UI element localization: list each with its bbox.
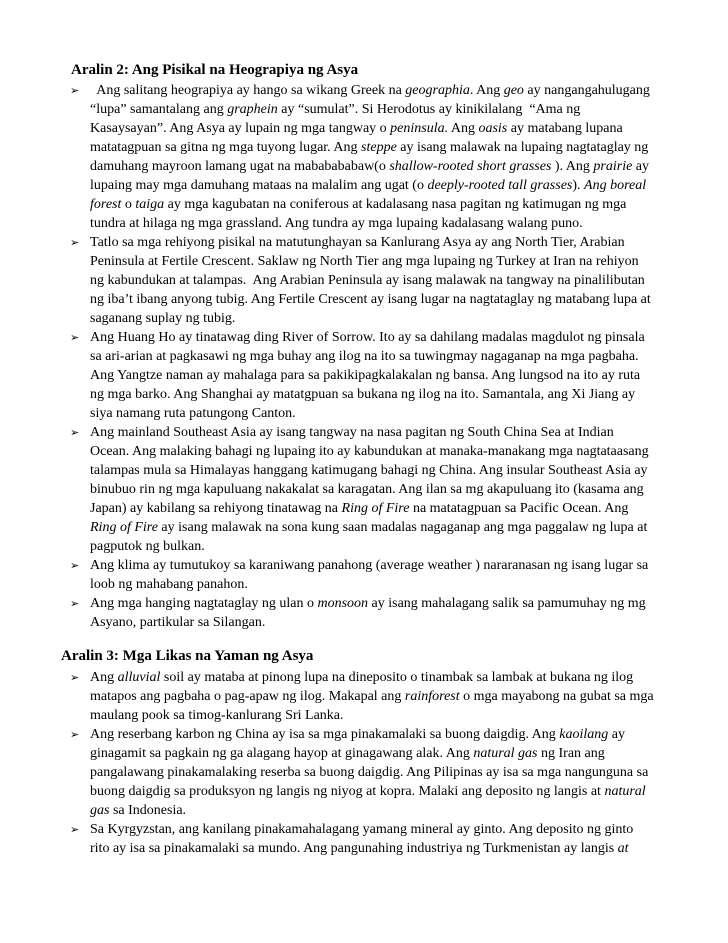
text-run: pangalawang pinakamalaking reserba sa buong daigdig. Ang Pilipinas ay isa sa mga nangunguna sa — [90, 765, 649, 780]
text-run: Ang klima ay tumutukoy sa karaniwang panahong (average weather ) nararanasan ng isang lugar sa — [90, 558, 649, 573]
text-line — [90, 81, 655, 100]
text-line — [90, 366, 655, 385]
arrow-bullet-icon: ➢ — [70, 728, 80, 741]
text-line — [90, 763, 655, 782]
text-run: ay mga kagubatan na coniferous at kadalasang nasa pagitan ng katimugan ng mga — [164, 197, 627, 212]
text-run: Sa Kyrgyzstan, ang kanilang pinakamahalagang yamang mineral ay ginto. Ang deposito ng ginto — [90, 822, 634, 837]
italic-term: peninsula. — [390, 121, 449, 136]
italic-term: natural — [604, 784, 646, 799]
italic-term: monsoon — [317, 596, 369, 611]
text-run: ay — [632, 159, 650, 174]
text-run: buong daigdig sa produksyon ng langis ng niyog at kopra. Malaki ang deposito ng langis at — [90, 784, 605, 799]
text-line — [90, 820, 655, 839]
text-run: Ang — [448, 121, 479, 136]
text-run: saganang suplay ng tubig. — [90, 311, 236, 326]
text-run: matatagpuan sa gitna ng mga tuyong lugar. Ang — [90, 140, 362, 155]
text-run: sa ari-arian at pagkasawi ng mga buhay ang ilog na ito sa tuwingmay nagaganap na mga pagbaha. — [90, 349, 639, 364]
text-line — [90, 138, 655, 157]
text-run: Asyano, partikular sa Silangan. — [90, 615, 266, 630]
text-run: ay isang mahalagang salik sa pamumuhay ng mg — [368, 596, 646, 611]
text-run: “lupa” samantalang ang — [90, 102, 228, 117]
text-line — [90, 347, 655, 366]
italic-term: taiga — [135, 197, 165, 212]
italic-term: graphein — [227, 102, 278, 117]
text-run: na matatagpuan sa Pacific Ocean. Ang — [409, 501, 629, 516]
text-run: Ang mainland Southeast Asia ay isang tangway na nasa pagitan ng South China Sea at Indian — [90, 425, 614, 440]
text-run: Ocean. Ang malaking bahagi ng lupaing ito ay kabundukan at manaka-manakang mga nagtataasang — [90, 444, 649, 459]
text-run: talampas mula sa Himalayas hanggang katimugang bahagi ng China. Ang insular Southeast Asia ay — [90, 463, 648, 478]
text-line — [90, 687, 655, 706]
bullet-list — [0, 81, 728, 632]
text-run: ng kabundukan at talampas. Ang Arabian Peninsula ay isang malawak na tangway na pinalilibutan — [90, 273, 645, 288]
text-line — [90, 801, 655, 820]
text-line — [90, 706, 655, 725]
text-run: ng Iran ang — [537, 746, 605, 761]
text-run: Tatlo sa mga rehiyong pisikal na matutunghayan sa Kanlurang Asya ay ang North Tier, Arabian — [90, 235, 625, 250]
text-run: Ang — [90, 670, 118, 685]
text-line — [90, 537, 655, 556]
italic-term: rainforest — [404, 689, 460, 704]
text-run: Ang Yangtze naman ay mahalaga para sa pakikipagkalakalan ng bansa. Ang lungsod na ito ay ruta — [90, 368, 641, 383]
italic-term: shallow-rooted short grasses — [389, 159, 552, 174]
italic-term: deeply-rooted tall grasses — [427, 178, 573, 193]
italic-term: Ang boreal — [584, 178, 647, 193]
list-item — [0, 820, 655, 858]
text-run: pagputok ng bulkan. — [90, 539, 205, 554]
text-line — [90, 839, 655, 858]
text-run: matapos ang pagbaha o pag-apaw ng ilog. Makapal ang — [90, 689, 405, 704]
italic-term: kaoilang — [559, 727, 609, 742]
list-item — [0, 81, 655, 233]
text-run: ay isang malawak na sona kung saan madalas nagaganap ang mga paggalaw ng lupa at — [157, 520, 648, 535]
text-run: Ang reserbang karbon ng China ay isa sa mga pinakamalaki sa buong daigdig. Ang — [90, 727, 560, 742]
italic-term: natural gas — [473, 746, 538, 761]
text-run: Kasaysayan”. Ang Asya ay lupain ng mga tangway o — [90, 121, 391, 136]
text-run: ). — [572, 178, 585, 193]
text-run: rito ay isa sa pinakamalaki sa mundo. Ang pangunahing industriya ng Turkmenistan ay langis — [90, 841, 618, 856]
text-run: ay “sumulat”. Si Herodotus ay kinikilalang “Ama ng — [277, 102, 581, 117]
text-run: ay matabang lupana — [507, 121, 623, 136]
list-item — [0, 594, 655, 632]
text-line — [90, 195, 655, 214]
text-line — [90, 404, 655, 423]
text-run: binubuo rin ng mga kapuluang nakakalat sa karagatan. Ang ilan sa mg akapuluang ito (kasama ang — [90, 482, 644, 497]
italic-term: geographia — [405, 83, 470, 98]
italic-term: alluvial — [117, 670, 161, 685]
text-line — [90, 575, 655, 594]
text-run: o mga mayabong na gubat sa mga — [459, 689, 654, 704]
text-line — [90, 423, 655, 442]
text-line — [90, 556, 655, 575]
text-line — [90, 328, 655, 347]
text-line — [90, 594, 655, 613]
list-item — [0, 328, 655, 423]
italic-term: steppe — [361, 140, 397, 155]
text-run: ay — [608, 727, 625, 742]
text-line — [90, 290, 655, 309]
text-run: lupaing may mga damuhang mataas na malalim ang ugat (o — [90, 178, 428, 193]
text-line — [90, 782, 655, 801]
text-run: ng mga barko. Ang Shanghai ay matatgpuan sa bukana ng ilog na ito. Samantala, ang Xi Jiang ay — [90, 387, 636, 402]
section-aralin-2 — [0, 61, 728, 632]
text-run: ). Ang — [551, 159, 594, 174]
text-line — [90, 214, 655, 233]
text-line — [90, 499, 655, 518]
arrow-bullet-icon: ➢ — [70, 426, 80, 439]
text-line — [90, 119, 655, 138]
text-line — [90, 744, 655, 763]
italic-term: geo — [503, 83, 524, 98]
section-heading: Aralin 2: Ang Pisikal na Heograpiya ng Asya — [71, 62, 359, 78]
text-run: Ang salitang heograpiya ay hango sa wikang Greek na — [90, 83, 406, 98]
text-run: Ang Huang Ho ay tinatawag ding River of Sorrow. Ito ay sa dahilang madalas magdulot ng pinsala — [90, 330, 645, 345]
text-run: . Ang — [469, 83, 504, 98]
italic-term: Ring of Fire — [341, 501, 410, 516]
italic-term: at — [617, 841, 629, 856]
text-run: Ang mga hanging nagtataglay ng ulan o — [90, 596, 318, 611]
italic-term: gas — [90, 803, 110, 818]
list-item — [0, 556, 655, 594]
text-run: Peninsula at Fertile Crescent. Saklaw ng North Tier ang mga lupaing ng Turkey at Iran na rehiyon — [90, 254, 639, 269]
text-line — [90, 613, 655, 632]
arrow-bullet-icon: ➢ — [70, 84, 80, 97]
text-line — [90, 100, 655, 119]
section-aralin-3 — [0, 647, 728, 858]
text-line — [90, 461, 655, 480]
text-line — [90, 157, 655, 176]
text-run: ay nangangahulugang — [523, 83, 650, 98]
list-item — [0, 233, 655, 328]
list-item — [0, 668, 655, 725]
text-line — [90, 725, 655, 744]
bullet-list — [0, 668, 728, 858]
arrow-bullet-icon: ➢ — [70, 597, 80, 610]
text-line — [90, 668, 655, 687]
text-run: ng iba’t ibang anyong tubig. Ang Fertile Crescent ay isang lugar na nagtataglay ng matabang lupa at — [90, 292, 651, 307]
list-item — [0, 423, 655, 556]
text-run: siya namang ruta patungong Canton. — [90, 406, 296, 421]
text-line — [90, 176, 655, 195]
list-item — [0, 725, 655, 820]
text-line — [90, 252, 655, 271]
arrow-bullet-icon: ➢ — [70, 331, 80, 344]
text-line — [90, 271, 655, 290]
text-run: ay isang malawak na lupaing nagtataglay ng — [396, 140, 649, 155]
text-run: damuhang mayroon lamang ugat na mababababaw(o — [90, 159, 390, 174]
text-run: o — [121, 197, 136, 212]
text-run: maulang pook sa timog-kanlurang Sri Lanka. — [90, 708, 344, 723]
text-line — [90, 309, 655, 328]
italic-term: Ring of Fire — [90, 520, 158, 535]
text-run: sa Indonesia. — [109, 803, 187, 818]
text-run: ginagamit sa pagkain ng ga alagang hayop at ginagawang alak. Ang — [90, 746, 474, 761]
arrow-bullet-icon: ➢ — [70, 823, 80, 836]
text-line — [90, 385, 655, 404]
text-run: tundra at hilaga ng mga grassland. Ang tundra ay mga lupaing kadalasang walang puno. — [90, 216, 583, 231]
italic-term: forest — [90, 197, 122, 212]
text-run: loob ng mahabang panahon. — [90, 577, 248, 592]
text-run: Japan) ay kabilang sa rehiyong tinatawag na — [90, 501, 342, 516]
text-line — [90, 233, 655, 252]
arrow-bullet-icon: ➢ — [70, 236, 80, 249]
italic-term: prairie — [593, 159, 633, 174]
arrow-bullet-icon: ➢ — [70, 559, 80, 572]
text-run: soil ay mataba at pinong lupa na dineposito o tinambak sa lambak at bukana ng ilog — [160, 670, 634, 685]
text-line — [90, 442, 655, 461]
text-line — [90, 518, 655, 537]
arrow-bullet-icon: ➢ — [70, 671, 80, 684]
text-line — [90, 480, 655, 499]
italic-term: oasis — [478, 121, 508, 136]
section-heading: Aralin 3: Mga Likas na Yaman ng Asya — [61, 648, 314, 664]
